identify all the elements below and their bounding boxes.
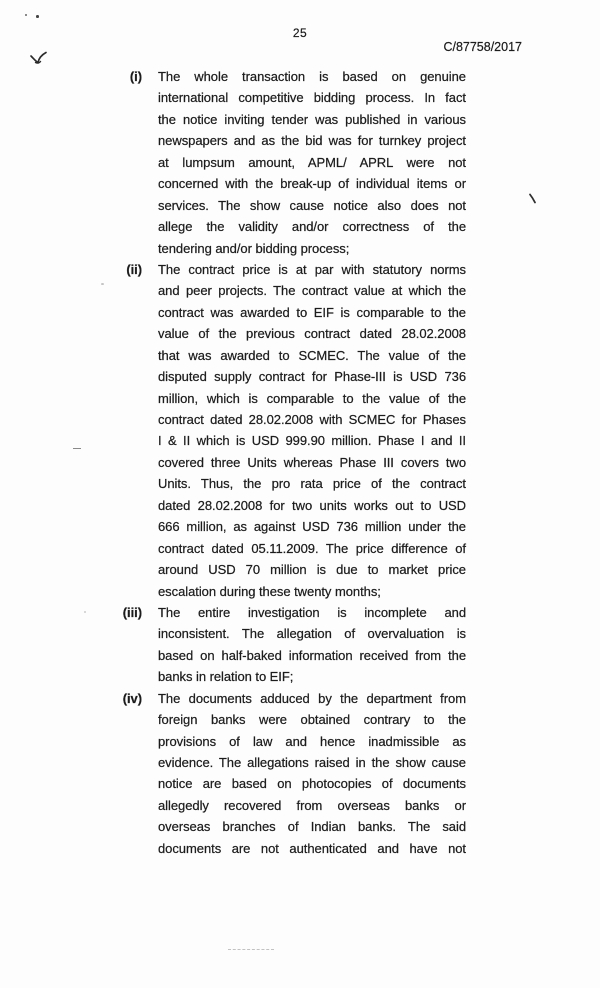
text-line: around USD 70 million is due to market price [158,562,466,578]
paragraph-i [104,66,468,259]
text-line: The documents adduced by the department from [158,690,466,706]
ink-dot [36,15,39,18]
pen-stroke-icon [528,192,538,210]
text-line: overseas branches of Indian banks. The said [158,819,466,835]
text-line: at lumpsum amount, APML/ APRL were not [158,154,466,170]
text-line: tendering and/or bidding process; [158,240,350,256]
ink-dot [25,14,27,16]
text-line: provisions of law and hence inadmissible as [158,733,466,749]
page-number: 25 [292,26,308,40]
paragraph-label: (ii) [126,261,142,277]
text-line: notice are based on photocopies of documents [158,776,466,792]
paragraph-list [104,66,468,859]
text-line: I & II which is USD 999.90 million. Phase I and II [158,433,466,449]
text-line: disputed supply contract for Phase-III is USD 736 [158,369,466,385]
bottom-faint-dash-mark [228,949,274,950]
margin-dash-mark [73,448,81,449]
text-line: million, which is comparable to the value of the [158,390,466,406]
text-line: The entire investigation is incomplete and [158,604,466,620]
scan-speck [84,611,86,613]
text-line: based on half-baked information received from the [158,647,466,663]
paragraph-iii [104,602,468,688]
text-line: allege the validity and/or correctness of the [158,219,466,235]
text-line: concerned with the break-up of individual items or [158,176,466,192]
text-line: contract dated 05.11.2009. The price difference of [158,540,466,556]
paragraph-text [158,66,466,259]
text-line: covered three Units whereas Phase III covers two [158,454,466,470]
text-line: The whole transaction is based on genuine [158,69,466,84]
paragraph-text [158,259,466,602]
text-line: escalation during these twenty months; [158,583,381,599]
text-line: foreign banks were obtained contrary to the [158,712,466,728]
text-line: contract dated 28.02.2008 with SCMEC for Phases [158,412,466,427]
text-line: services. The show cause notice also does not [158,197,466,213]
text-line: inconsistent. The allegation of overvaluation is [158,626,466,642]
text-line: and peer projects. The contract value at which the [158,283,466,299]
text-line: Units. Thus, the pro rata price of the contract [158,476,466,492]
text-line: that was awarded to SCMEC. The value of the [158,347,466,363]
paragraph-text [158,602,466,688]
paragraph-label: (iv) [122,690,142,706]
text-line: international competitive bidding process. In fact [158,90,466,106]
text-line: banks in relation to EIF; [158,669,294,685]
paragraph-text [158,688,466,860]
paragraph-iv [104,688,468,860]
text-line: the notice inviting tender was published in various [158,111,466,127]
text-line: newspapers and as the bid was for turnkey project [158,133,466,149]
case-number: C/87758/2017 [443,40,522,54]
paragraph-ii [104,259,468,602]
text-line: value of the previous contract dated 28.02.2008 [158,326,466,342]
text-line: contract was awarded to EIF is comparable to the [158,304,466,320]
handwritten-tick-icon [29,49,49,72]
text-line: documents are not authenticated and have not [158,840,466,856]
text-line: evidence. The allegations raised in the show cause [158,755,466,770]
text-line: The contract price is at par with statutory norms [158,261,466,277]
paragraph-label: (i) [129,69,142,84]
text-line: dated 28.02.2008 for two units works out to USD [158,497,466,513]
text-line: allegedly recovered from overseas banks or [158,797,466,813]
text-line: 666 million, as against USD 736 million under the [158,519,466,535]
paragraph-label: (iii) [122,604,142,620]
